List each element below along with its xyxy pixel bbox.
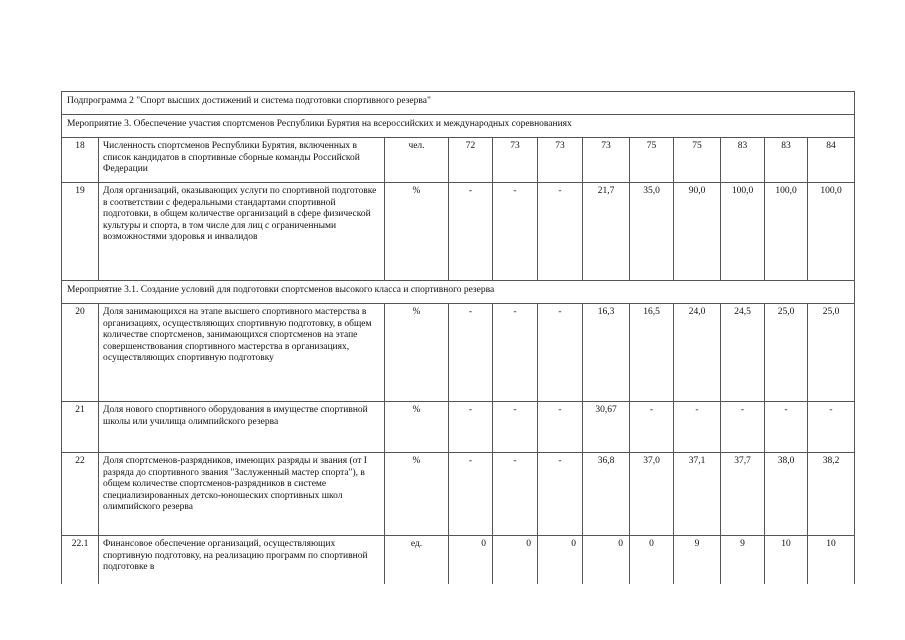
value-cell: 90,0 — [674, 183, 721, 281]
row-number: 22 — [62, 453, 99, 536]
table-row — [62, 304, 855, 402]
section-title: Мероприятие 3. Обеспечение участия спортсменов Республики Бурятия на всероссийских и международных соревнованиях — [62, 115, 855, 138]
value-cell: - — [808, 402, 855, 453]
value-cell: 21,7 — [583, 183, 630, 281]
value-cell: - — [538, 183, 583, 281]
value-cell: - — [449, 402, 493, 453]
value-cell: 73 — [583, 138, 630, 183]
value-cell: 0 — [493, 536, 538, 584]
value-cell: 37,7 — [721, 453, 765, 536]
value-cell: 73 — [493, 138, 538, 183]
section-header-row — [62, 281, 855, 304]
indicators-table — [61, 91, 855, 584]
value-cell: - — [538, 402, 583, 453]
section-header-row — [62, 115, 855, 138]
value-cell: 37,1 — [674, 453, 721, 536]
value-cell: 75 — [674, 138, 721, 183]
value-cell: - — [493, 304, 538, 402]
value-cell: - — [765, 402, 808, 453]
value-cell: 100,0 — [765, 183, 808, 281]
indicator-description: Доля нового спортивного оборудования в имуществе спортивной школы или училища олимпийского резерва — [99, 402, 385, 453]
value-cell: 16,3 — [583, 304, 630, 402]
subprogram-header-row — [62, 92, 855, 115]
table-row — [62, 536, 855, 584]
row-number: 19 — [62, 183, 99, 281]
value-cell: 35,0 — [630, 183, 674, 281]
value-cell: 36,8 — [583, 453, 630, 536]
table-row — [62, 402, 855, 453]
value-cell: 73 — [538, 138, 583, 183]
table-row — [62, 453, 855, 536]
value-cell: - — [721, 402, 765, 453]
value-cell: 100,0 — [721, 183, 765, 281]
value-cell: 10 — [765, 536, 808, 584]
value-cell: 37,0 — [630, 453, 674, 536]
indicator-description: Численность спортсменов Республики Бурятия, включенных в список кандидатов в спортивные сборные команды Российской Федерации — [99, 138, 385, 183]
indicator-description: Финансовое обеспечение организаций, осуществляющих спортивную подготовку, на реализацию программ по спортивной подготовке в — [99, 536, 385, 584]
value-cell: - — [493, 453, 538, 536]
value-cell: - — [538, 304, 583, 402]
value-cell: 0 — [630, 536, 674, 584]
value-cell: 0 — [538, 536, 583, 584]
unit-cell: чел. — [385, 138, 449, 183]
value-cell: 75 — [630, 138, 674, 183]
unit-cell: % — [385, 304, 449, 402]
indicator-description: Доля организаций, оказывающих услуги по спортивной подготовке в соответствии с федеральными стандартами спортивной подготовки, в общем количестве организаций в сфере физической культуры и спорта, в том числе для лиц с ограниченными возможностями здоровья и инвалидов — [99, 183, 385, 281]
value-cell: - — [493, 183, 538, 281]
value-cell: 24,5 — [721, 304, 765, 402]
value-cell: - — [449, 453, 493, 536]
value-cell: 10 — [808, 536, 855, 584]
value-cell: 100,0 — [808, 183, 855, 281]
value-cell: 83 — [721, 138, 765, 183]
value-cell: 25,0 — [808, 304, 855, 402]
unit-cell: % — [385, 402, 449, 453]
value-cell: - — [449, 304, 493, 402]
value-cell: 72 — [449, 138, 493, 183]
value-cell: 0 — [583, 536, 630, 584]
row-number: 22.1 — [62, 536, 99, 584]
value-cell: 38,0 — [765, 453, 808, 536]
indicator-description: Доля занимающихся на этапе высшего спортивного мастерства в организациях, осуществляющих спортивную подготовку, в общем количестве спортсменов, занимающихся спортсменов на этапе совершенствования спортивного мастерства в организациях, осуществляющих спортивную подготовку — [99, 304, 385, 402]
row-number: 18 — [62, 138, 99, 183]
value-cell: 84 — [808, 138, 855, 183]
table-row — [62, 183, 855, 281]
indicator-description: Доля спортсменов-разрядников, имеющих разряды и звания (от I разряда до спортивного звания "Заслуженный мастер спорта"), в общем количестве спортсменов-разрядников в системе специализированных детско-юношеских спортивных школ олимпийского резерва — [99, 453, 385, 536]
section-title: Мероприятие 3.1. Создание условий для подготовки спортсменов высокого класса и спортивного резерва — [62, 281, 855, 304]
value-cell: 9 — [674, 536, 721, 584]
value-cell: 30,67 — [583, 402, 630, 453]
value-cell: - — [630, 402, 674, 453]
row-number: 21 — [62, 402, 99, 453]
unit-cell: % — [385, 453, 449, 536]
value-cell: - — [674, 402, 721, 453]
value-cell: 83 — [765, 138, 808, 183]
unit-cell: ед. — [385, 536, 449, 584]
subprogram-title: Подпрограмма 2 "Спорт высших достижений и система подготовки спортивного резерва" — [62, 92, 855, 115]
unit-cell: % — [385, 183, 449, 281]
value-cell: 9 — [721, 536, 765, 584]
value-cell: - — [493, 402, 538, 453]
value-cell: - — [449, 183, 493, 281]
table-row — [62, 138, 855, 183]
value-cell: 25,0 — [765, 304, 808, 402]
value-cell: 16,5 — [630, 304, 674, 402]
row-number: 20 — [62, 304, 99, 402]
value-cell: 24,0 — [674, 304, 721, 402]
value-cell: 38,2 — [808, 453, 855, 536]
value-cell: 0 — [449, 536, 493, 584]
value-cell: - — [538, 453, 583, 536]
